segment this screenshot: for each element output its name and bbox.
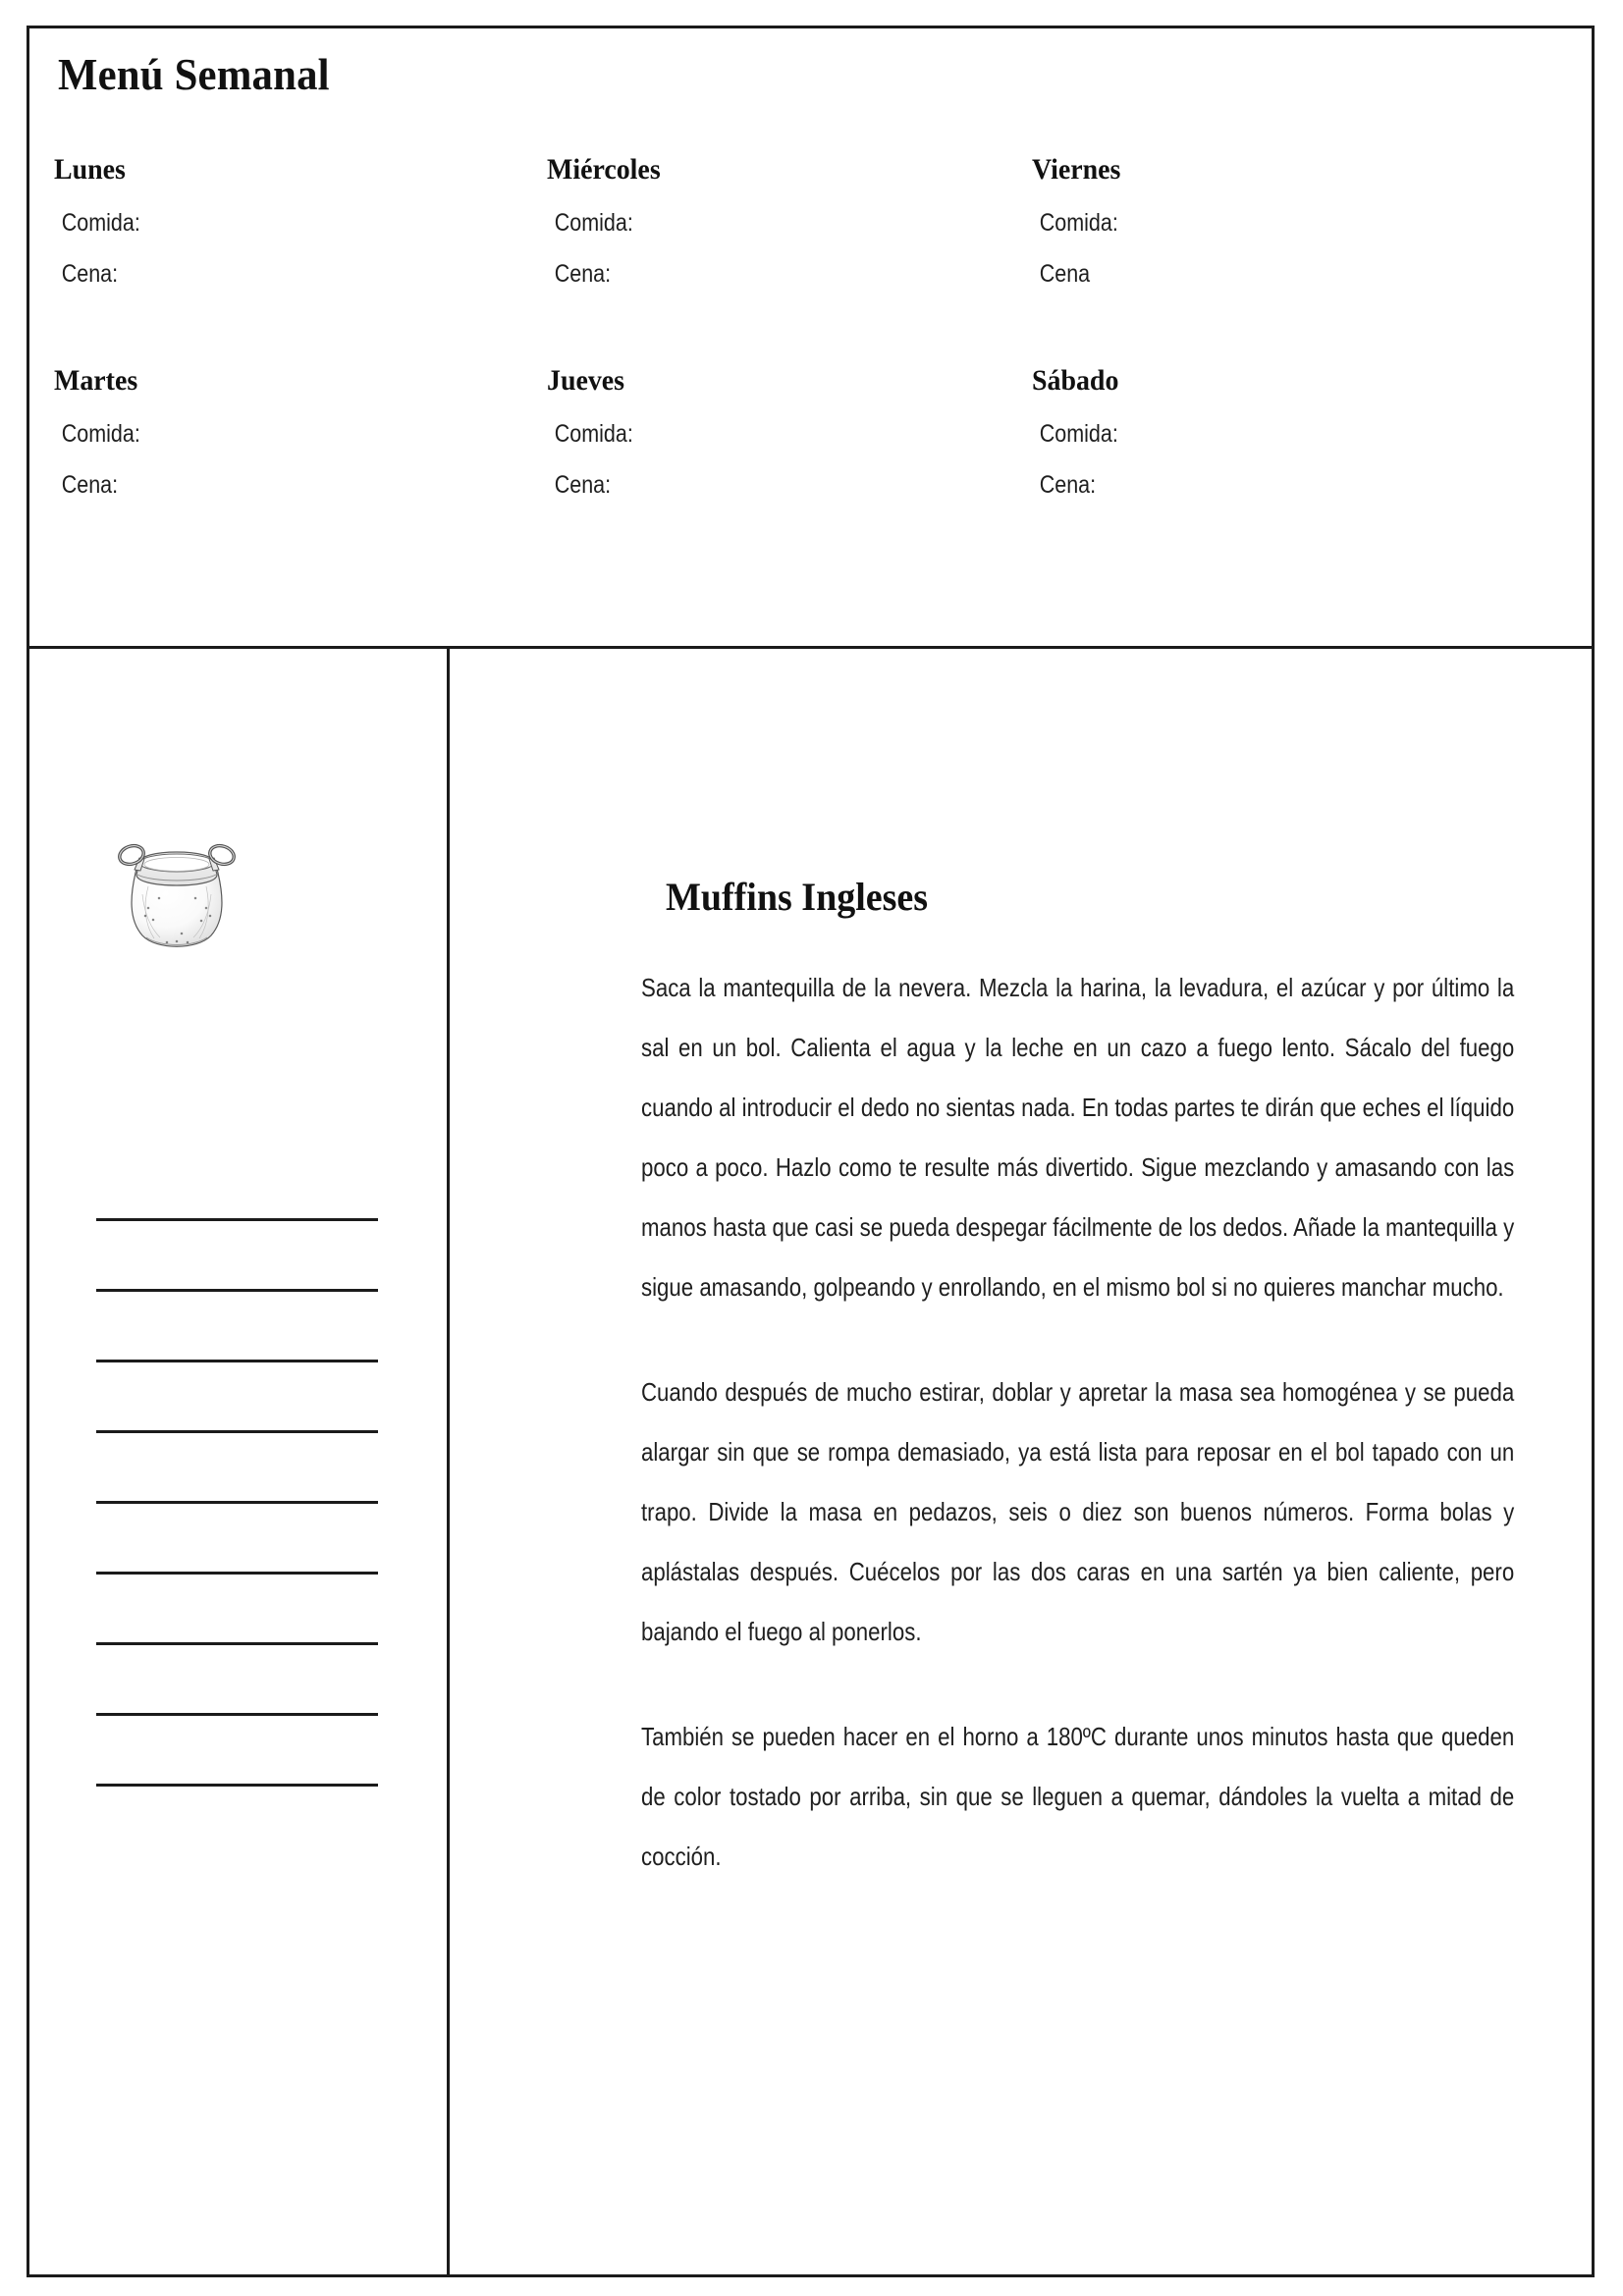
meal-label-miercoles-lunch[interactable]: Comida: xyxy=(554,209,633,237)
meal-label-viernes-lunch[interactable]: Comida: xyxy=(1039,209,1118,237)
recipe-title: Muffins Ingleses xyxy=(666,875,929,920)
note-line[interactable] xyxy=(96,1784,378,1787)
meal-label-sabado-lunch[interactable]: Comida: xyxy=(1039,420,1118,448)
note-line[interactable] xyxy=(96,1713,378,1716)
meal-label-jueves-lunch[interactable]: Comida: xyxy=(554,420,633,448)
cooking-pot-icon xyxy=(113,826,241,958)
days-row-top xyxy=(27,153,1595,289)
recipe-paragraph: También se pueden hacer en el horno a 180ºC durante unos minutos hasta que queden de color tostado por arriba, sin que se lleguen a quemar, dándoles la vuelta a mitad de cocción. xyxy=(641,1722,1515,1871)
day-block-miercoles xyxy=(522,153,1008,289)
day-block-viernes xyxy=(1008,153,1558,289)
day-block-martes xyxy=(27,364,522,500)
note-line[interactable] xyxy=(96,1572,378,1575)
meal-label-sabado-dinner[interactable]: Cena: xyxy=(1039,471,1097,499)
note-line[interactable] xyxy=(96,1289,378,1292)
day-heading-sabado: Sábado xyxy=(1032,364,1119,397)
day-heading-lunes: Lunes xyxy=(54,153,126,186)
menu-title: Menú Semanal xyxy=(58,49,330,99)
note-line[interactable] xyxy=(96,1501,378,1504)
day-block-lunes xyxy=(27,153,522,289)
lower-section xyxy=(27,649,1595,2277)
recipe-body xyxy=(641,958,1515,1887)
day-heading-viernes: Viernes xyxy=(1032,153,1121,186)
day-heading-martes: Martes xyxy=(54,364,138,397)
recipe-paragraph: Cuando después de mucho estirar, doblar y apretar la masa sea homogénea y se pueda alargar sin que se rompa demasiado, ya está lista para reposar en el bol tapado con un trapo. Divide la masa en pedazos, seis o diez son buenos números. Forma bolas y aplástalas después. Cuécelos por las dos caras en una sartén ya bien caliente, pero bajando el fuego al ponerlos. xyxy=(641,1377,1515,1646)
recipe-column xyxy=(450,649,1595,2277)
meal-label-lunes-lunch[interactable]: Comida: xyxy=(61,209,140,237)
meal-label-viernes-dinner[interactable]: Cena xyxy=(1039,260,1091,288)
meal-label-jueves-dinner[interactable]: Cena: xyxy=(554,471,612,499)
days-grid xyxy=(27,153,1595,500)
note-line[interactable] xyxy=(96,1642,378,1645)
recipe-paragraph: Saca la mantequilla de la nevera. Mezcla la harina, la levadura, el azúcar y por último la sal en un bol. Calienta el agua y la leche en un cazo a fuego lento. Sácalo del fuego cuando al introducir el dedo no sientas nada. En todas partes te dirán que eches el líquido poco a poco. Hazlo como te resulte más divertido. Sigue mezclando y amasando con las manos hasta que casi se pueda despegar fácilmente de los dedos. Añade la mantequilla y sigue amasando, golpeando y enrollando, en el mismo bol si no quieres manchar mucho. xyxy=(641,973,1515,1302)
day-heading-miercoles: Miércoles xyxy=(547,153,661,186)
day-block-jueves xyxy=(522,364,1008,500)
notes-column xyxy=(27,649,447,2277)
note-line[interactable] xyxy=(96,1430,378,1433)
meal-label-miercoles-dinner[interactable]: Cena: xyxy=(554,260,612,288)
weekly-menu-section xyxy=(27,26,1595,649)
note-line[interactable] xyxy=(96,1218,378,1221)
day-block-sabado xyxy=(1008,364,1558,500)
meal-label-martes-lunch[interactable]: Comida: xyxy=(61,420,140,448)
day-heading-jueves: Jueves xyxy=(547,364,625,397)
ruled-note-lines xyxy=(96,1218,378,1787)
note-line[interactable] xyxy=(96,1360,378,1362)
meal-label-lunes-dinner[interactable]: Cena: xyxy=(61,260,119,288)
meal-label-martes-dinner[interactable]: Cena: xyxy=(61,471,119,499)
days-row-bottom xyxy=(27,364,1595,500)
